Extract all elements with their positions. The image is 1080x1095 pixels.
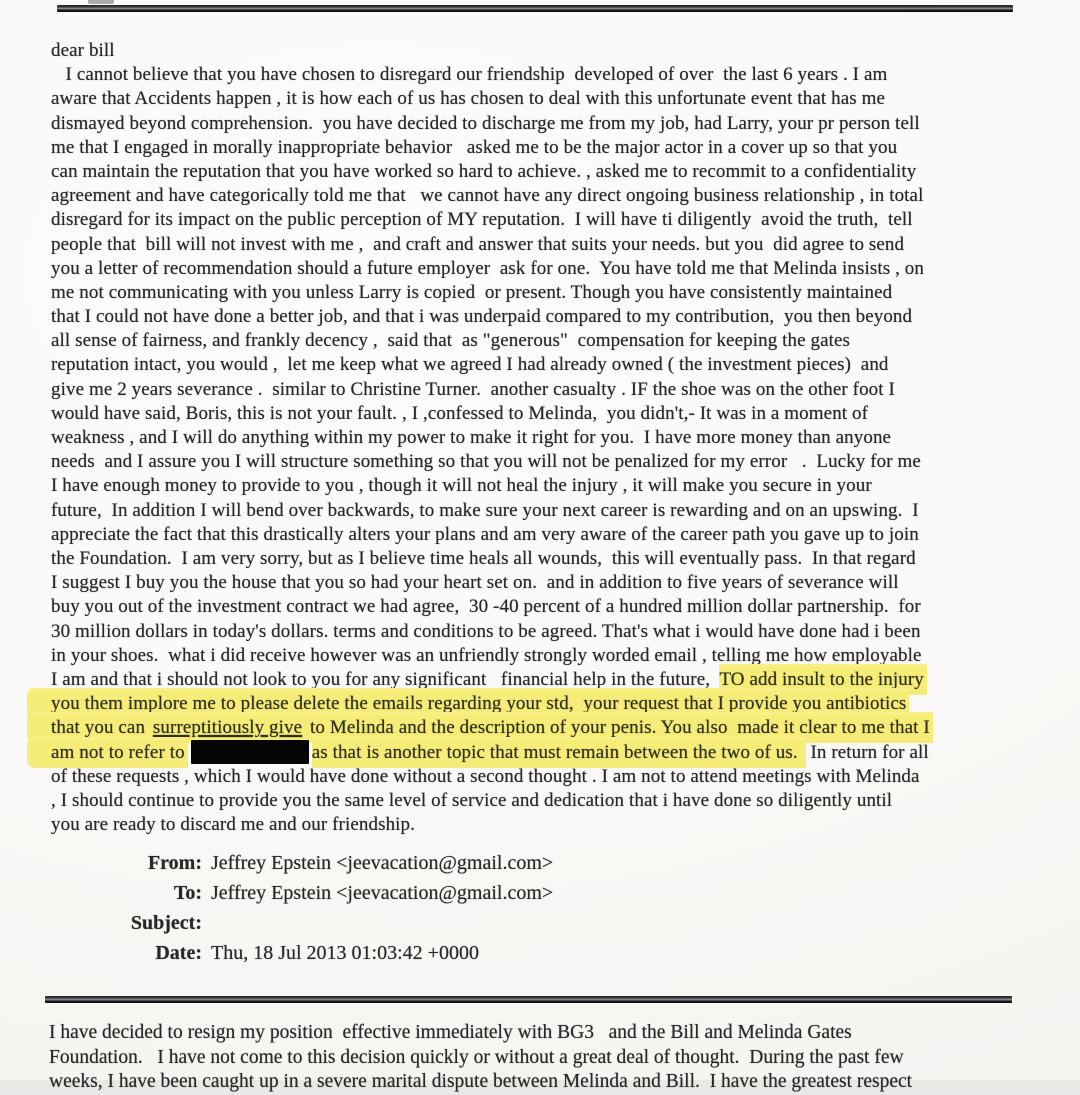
- letter-line: [51, 668, 1051, 692]
- letter-text: reputation intact, you would , let me keep what we agreed I had already owned ( the investment pieces) and: [51, 354, 889, 376]
- letter-text: disregard for its impact on the public perception of MY reputation. I will have ti diligently avoid the truth, tell: [51, 209, 913, 231]
- letter-text: 30 million dollars in today's dollars. terms and conditions to be agreed. That's what i would have done had i been: [51, 620, 921, 642]
- highlighted-text: you them implore me to please delete the emails regarding your std, your request that I provide you antibiotics: [27, 691, 909, 716]
- letter-line: [51, 402, 1051, 426]
- letter-line: [51, 160, 1051, 184]
- letter-line: [51, 378, 1051, 402]
- letter-text: that I could not have done a better job, and that i was underpaid compared to my contribution, you then beyond: [51, 306, 913, 328]
- top-divider-line: [57, 5, 1013, 12]
- letter-text: future, In addition I will bend over backwards, to make sure your next career is rewarding and on an upswing. I: [51, 499, 919, 521]
- letter-text: me that I engaged in morally inappropriate behavior asked me to be the major actor in a cover up so that you: [51, 136, 898, 158]
- letter-text: would have said, Boris, this is not your fault. , I ,confessed to Melinda, you didn't,- It was in a moment of: [51, 402, 869, 424]
- letter-line: [51, 765, 1051, 789]
- header-row: [0, 938, 900, 968]
- letter-text: I cannot believe that you have chosen to disregard our friendship developed of over the last 6 years . I am: [51, 64, 888, 86]
- highlighted-text: that you can: [27, 715, 153, 740]
- closing-line: weeks, I have been caught up in a severe marital dispute between Melinda and Bill. I have the greatest respect: [49, 1071, 913, 1092]
- letter-line: [51, 474, 1051, 498]
- letter-text: you are ready to discard me and our friendship.: [51, 814, 415, 835]
- header-label: From:: [147, 852, 202, 874]
- letter-line: [51, 112, 1051, 136]
- letter-line: [51, 740, 1051, 764]
- letter-line: [51, 63, 1051, 87]
- letter-line: [51, 499, 1051, 523]
- letter-line: [51, 789, 1051, 813]
- header-value: Jeffrey Epstein <jeevacation@gmail.com>: [211, 882, 554, 904]
- letter-text: of these requests , which I would have done without a second thought . I am not to attend meetings with Melinda: [51, 765, 920, 787]
- letter-text: the Foundation. I am very sorry, but as I believe time heals all wounds, this will eventually pass. In that regard: [51, 547, 916, 569]
- closing-paragraph: [49, 1021, 1049, 1095]
- closing-line: Foundation. I have not come to this decision quickly or without a great deal of thought. During the past few: [49, 1046, 904, 1068]
- letter-line: [51, 87, 1051, 111]
- letter-body: [51, 39, 1051, 837]
- closing-line: I have decided to resign my position effective immediately with BG3 and the Bill and Melinda Gates: [49, 1022, 852, 1043]
- letter-line: [51, 257, 1051, 281]
- letter-line: [51, 329, 1051, 353]
- header-label: To:: [173, 882, 202, 904]
- highlighted-text: as that is another topic that must remain between the two of us.: [312, 740, 806, 765]
- letter-text: I have enough money to provide to you , though it will not heal the injury , it will make you secure in your: [51, 475, 872, 497]
- letter-line: [51, 39, 1051, 63]
- header-value: Thu, 18 Jul 2013 01:03:42 +0000: [211, 942, 479, 964]
- letter-line: [51, 644, 1051, 668]
- letter-text: dismayed beyond comprehension. you have decided to discharge me from my job, had Larry, your pr person tell: [51, 112, 920, 134]
- letter-line: [51, 813, 1051, 837]
- letter-line: [51, 523, 1051, 547]
- letter-text: can maintain the reputation that you have worked so hard to achieve. , asked me to recommit to a confidentiality: [51, 160, 917, 182]
- letter-text: appreciate the fact that this drastically alters your plans and am very aware of the career path you gave up to join: [51, 523, 919, 545]
- letter-line: [51, 716, 1051, 740]
- letter-line: [51, 450, 1051, 474]
- scan-artifact: [88, 0, 114, 4]
- letter-text: people that bill will not invest with me , and craft and answer that suits your needs. but you did agree to send: [51, 233, 905, 255]
- letter-line: [51, 136, 1051, 160]
- letter-line: [51, 620, 1051, 644]
- letter-text: I suggest I buy you the house that you so had your heart set on. and in addition to five years of severance will: [51, 572, 899, 594]
- letter-text: give me 2 years severance . similar to Christine Turner. another casualty . IF the shoe was on the other foot I: [51, 378, 895, 400]
- letter-text: me not communicating with you unless Larry is copied or present. Though you have consistently maintained: [51, 281, 893, 303]
- letter-text: all sense of fairness, and frankly decency , said that as "generous" compensation for keeping the gates: [51, 330, 851, 352]
- redaction-bar: [191, 740, 309, 764]
- letter-line: [51, 305, 1051, 329]
- letter-text: , I should continue to provide you the same level of service and dedication that i have done so diligently until: [51, 789, 893, 811]
- header-row: [0, 908, 900, 938]
- letter-line: [51, 571, 1051, 595]
- letter-text: dear bill: [51, 40, 115, 61]
- letter-text: I am and that i should not look to you for any significant financial help in the future,: [51, 668, 720, 690]
- letter-text: in your shoes. what i did receive however was an unfriendly strongly worded email , telling me how employable: [51, 644, 922, 666]
- highlighted-text: surreptitiously give: [153, 715, 305, 740]
- header-row: [0, 878, 900, 908]
- letter-line: [51, 547, 1051, 571]
- letter-text: weakness , and I will do anything within my power to make it right for you. I have more money than anyone: [51, 427, 892, 448]
- highlighted-text: am not to refer to: [27, 740, 188, 765]
- letter-line: [51, 184, 1051, 208]
- highlighted-text: to Melinda and the description of your penis. You also made it clear to me that I: [305, 715, 933, 740]
- letter-text: aware that Accidents happen , it is how each of us has chosen to deal with this unfortunate event that has me: [51, 88, 885, 110]
- section-divider-line: [45, 996, 1012, 1003]
- letter-line: [51, 233, 1051, 257]
- email-header-block: [0, 848, 900, 968]
- header-value: Jeffrey Epstein <jeevacation@gmail.com>: [211, 852, 554, 874]
- letter-line: [51, 426, 1051, 450]
- letter-text: you a letter of recommendation should a future employer ask for one. You have told me that Melinda insists , on: [51, 257, 924, 279]
- letter-line: [51, 595, 1051, 619]
- letter-line: [51, 208, 1051, 232]
- header-row: [0, 848, 900, 878]
- letter-text: buy you out of the investment contract we had agree, 30 -40 percent of a hundred million dollar partnership. for: [51, 596, 921, 618]
- letter-text: In return for all: [805, 742, 929, 764]
- letter-text: agreement and have categorically told me that we cannot have any direct ongoing business relationship , in total: [51, 185, 924, 207]
- letter-line: [51, 281, 1051, 305]
- header-label: Date:: [155, 942, 202, 964]
- letter-text: needs and I assure you I will structure something so that you will not be penalized for my error . Lucky for me: [51, 451, 921, 473]
- letter-line: [51, 692, 1051, 716]
- highlighted-text: TO add insult to the injury: [719, 667, 926, 692]
- header-label: Subject:: [130, 912, 202, 934]
- letter-line: [51, 353, 1051, 377]
